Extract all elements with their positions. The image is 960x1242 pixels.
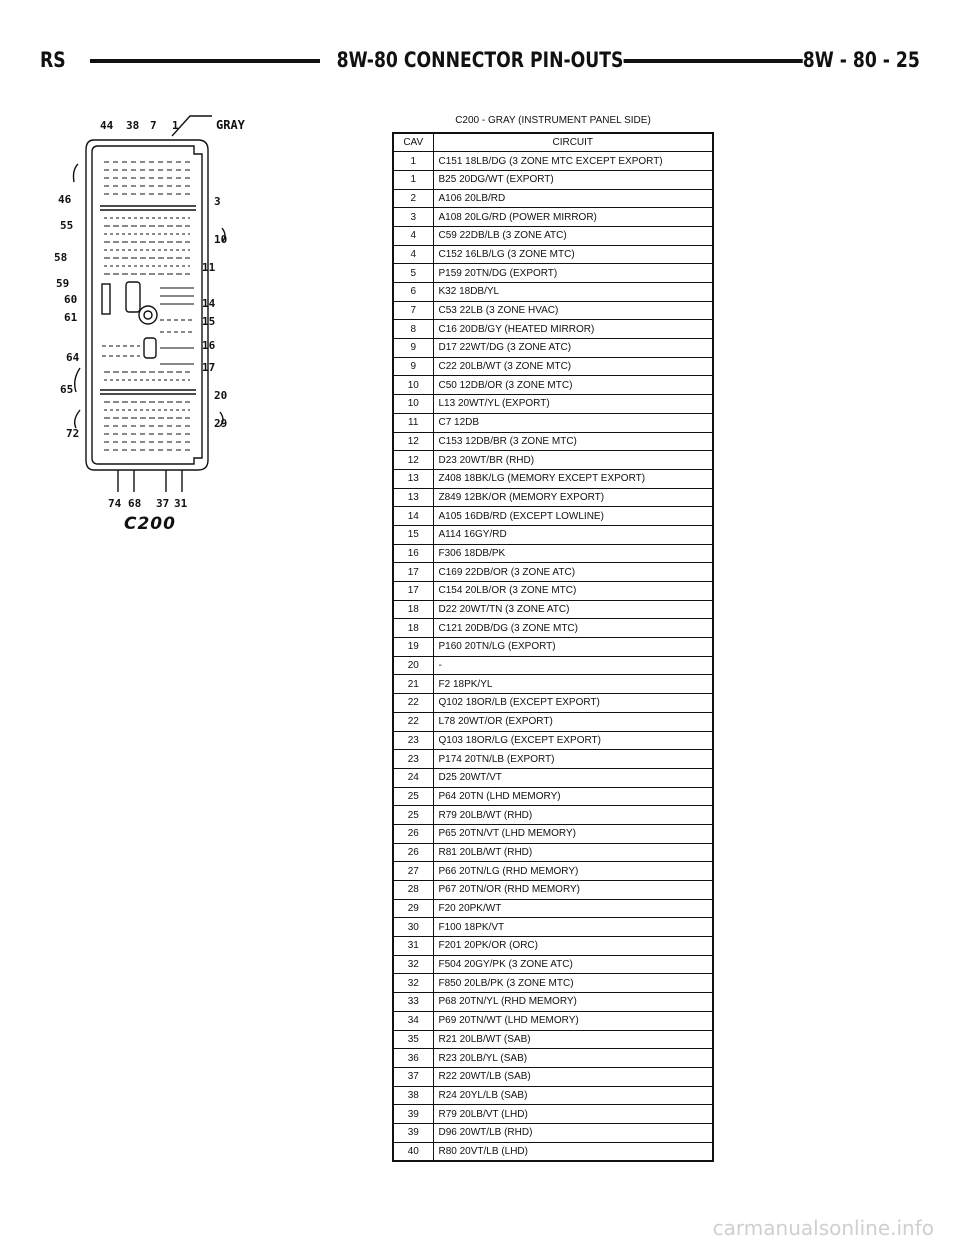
table-row [393, 712, 713, 731]
cav-cell: 18 [393, 619, 433, 638]
table-row [393, 1049, 713, 1068]
circuit-cell: R79 20LB/WT (RHD) [433, 806, 713, 825]
cav-cell: 4 [393, 245, 433, 264]
cav-cell: 23 [393, 750, 433, 769]
circuit-cell: A106 20LB/RD [433, 189, 713, 208]
pin-label-left: 65 [60, 383, 74, 396]
connector-face-drawing [50, 110, 260, 540]
circuit-cell: C22 20LB/WT (3 ZONE MTC) [433, 357, 713, 376]
circuit-cell: D96 20WT/LB (RHD) [433, 1123, 713, 1142]
pin-label-bottom: 68 [128, 497, 142, 510]
cav-cell: 12 [393, 451, 433, 470]
circuit-cell: P64 20TN (LHD MEMORY) [433, 787, 713, 806]
cav-cell: 4 [393, 226, 433, 245]
circuit-cell: R24 20YL/LB (SAB) [433, 1086, 713, 1105]
table-row [393, 339, 713, 358]
header-rule-left [90, 59, 320, 63]
cav-cell: 12 [393, 432, 433, 451]
table-row [393, 974, 713, 993]
table-row [393, 955, 713, 974]
table-row [393, 1142, 713, 1161]
cav-cell: 29 [393, 899, 433, 918]
cav-cell: 32 [393, 955, 433, 974]
circuit-cell: C121 20DB/DG (3 ZONE MTC) [433, 619, 713, 638]
pin-label-right: 14 [202, 297, 216, 310]
cav-cell: 7 [393, 301, 433, 320]
header-page-number: 8W - 80 - 25 [803, 44, 920, 76]
cav-cell: 17 [393, 582, 433, 601]
header-section-code: RS [40, 44, 66, 76]
table-row [393, 208, 713, 227]
cav-cell: 33 [393, 993, 433, 1012]
circuit-cell: F2 18PK/YL [433, 675, 713, 694]
pin-label-right: 10 [214, 233, 228, 246]
table-row [393, 170, 713, 189]
pin-label-left: 59 [56, 277, 70, 290]
table-row [393, 582, 713, 601]
connector-color-label: GRAY [216, 118, 245, 132]
table-row [393, 320, 713, 339]
table-row [393, 656, 713, 675]
pin-label-right: 3 [214, 195, 221, 208]
cav-cell: 13 [393, 469, 433, 488]
table-row [393, 283, 713, 302]
table-title: C200 - GRAY (INSTRUMENT PANEL SIDE) [455, 115, 651, 126]
cav-cell: 26 [393, 843, 433, 862]
column-header-cav: CAV [393, 133, 433, 152]
circuit-cell: F504 20GY/PK (3 ZONE ATC) [433, 955, 713, 974]
circuit-cell: P174 20TN/LB (EXPORT) [433, 750, 713, 769]
circuit-cell: P65 20TN/VT (LHD MEMORY) [433, 824, 713, 843]
cav-cell: 30 [393, 918, 433, 937]
pin-label-left: 64 [66, 351, 80, 364]
pin-label-right: 11 [202, 261, 216, 274]
circuit-cell: D17 22WT/DG (3 ZONE ATC) [433, 339, 713, 358]
circuit-cell: R81 20LB/WT (RHD) [433, 843, 713, 862]
circuit-cell: L78 20WT/OR (EXPORT) [433, 712, 713, 731]
circuit-cell: F100 18PK/VT [433, 918, 713, 937]
table-row [393, 544, 713, 563]
table-row [393, 806, 713, 825]
table-row [393, 899, 713, 918]
circuit-cell: - [433, 656, 713, 675]
cav-cell: 1 [393, 152, 433, 171]
cav-cell: 9 [393, 357, 433, 376]
pin-label-bottom: 37 [156, 497, 170, 510]
connector-diagram [50, 110, 260, 540]
connector-name: C200 [124, 514, 176, 534]
table-row [393, 1011, 713, 1030]
cav-cell: 35 [393, 1030, 433, 1049]
table-row [393, 226, 713, 245]
table-row [393, 301, 713, 320]
table-row [393, 862, 713, 881]
cav-cell: 21 [393, 675, 433, 694]
table-row [393, 638, 713, 657]
column-header-circuit: CIRCUIT [433, 133, 713, 152]
pin-label-left: 46 [58, 193, 72, 206]
cav-cell: 13 [393, 488, 433, 507]
circuit-cell: C169 22DB/OR (3 ZONE ATC) [433, 563, 713, 582]
cav-cell: 11 [393, 413, 433, 432]
pin-label-top: 38 [126, 119, 140, 132]
table-row [393, 413, 713, 432]
pin-label-bottom: 31 [174, 497, 188, 510]
cav-cell: 9 [393, 339, 433, 358]
cav-cell: 24 [393, 768, 433, 787]
pin-label-right: 17 [202, 361, 216, 374]
cav-cell: 31 [393, 937, 433, 956]
pinout-table [392, 132, 714, 1162]
pin-label-left: 58 [54, 251, 68, 264]
cav-cell: 32 [393, 974, 433, 993]
pin-label-right: 16 [202, 339, 216, 352]
table-row [393, 1030, 713, 1049]
table-row [393, 264, 713, 283]
circuit-cell: F20 20PK/WT [433, 899, 713, 918]
cav-cell: 39 [393, 1123, 433, 1142]
pin-label-bottom: 74 [108, 497, 122, 510]
circuit-cell: B25 20DG/WT (EXPORT) [433, 170, 713, 189]
cav-cell: 37 [393, 1067, 433, 1086]
circuit-cell: C153 12DB/BR (3 ZONE MTC) [433, 432, 713, 451]
table-row [393, 619, 713, 638]
circuit-cell: D23 20WT/BR (RHD) [433, 451, 713, 470]
table-row [393, 1105, 713, 1124]
circuit-cell: Q102 18OR/LB (EXCEPT EXPORT) [433, 694, 713, 713]
table-row [393, 787, 713, 806]
circuit-cell: F306 18DB/PK [433, 544, 713, 563]
cav-cell: 14 [393, 507, 433, 526]
cav-cell: 10 [393, 376, 433, 395]
cav-cell: 36 [393, 1049, 433, 1068]
circuit-cell: C152 16LB/LG (3 ZONE MTC) [433, 245, 713, 264]
circuit-cell: D25 20WT/VT [433, 768, 713, 787]
cav-cell: 22 [393, 712, 433, 731]
circuit-cell: R23 20LB/YL (SAB) [433, 1049, 713, 1068]
cav-cell: 17 [393, 563, 433, 582]
cav-cell: 6 [393, 283, 433, 302]
table-row [393, 507, 713, 526]
table-row [393, 563, 713, 582]
cav-cell: 1 [393, 170, 433, 189]
circuit-cell: C151 18LB/DG (3 ZONE MTC EXCEPT EXPORT) [433, 152, 713, 171]
cav-cell: 26 [393, 824, 433, 843]
table-row [393, 376, 713, 395]
circuit-cell: F850 20LB/PK (3 ZONE MTC) [433, 974, 713, 993]
pin-label-top: 7 [150, 119, 157, 132]
circuit-cell: L13 20WT/YL (EXPORT) [433, 395, 713, 414]
pin-label-left: 60 [64, 293, 78, 306]
cav-cell: 10 [393, 395, 433, 414]
circuit-cell: C50 12DB/OR (3 ZONE MTC) [433, 376, 713, 395]
circuit-cell: P69 20TN/WT (LHD MEMORY) [433, 1011, 713, 1030]
pin-label-right: 29 [214, 417, 228, 430]
pin-label-right: 20 [214, 389, 228, 402]
table-row [393, 488, 713, 507]
table-row [393, 937, 713, 956]
cav-cell: 34 [393, 1011, 433, 1030]
table-row [393, 993, 713, 1012]
circuit-cell: P68 20TN/YL (RHD MEMORY) [433, 993, 713, 1012]
table-row [393, 525, 713, 544]
circuit-cell: P159 20TN/DG (EXPORT) [433, 264, 713, 283]
cav-cell: 19 [393, 638, 433, 657]
circuit-cell: P160 20TN/LG (EXPORT) [433, 638, 713, 657]
cav-cell: 23 [393, 731, 433, 750]
table-header-row [393, 133, 713, 152]
circuit-cell: A108 20LG/RD (POWER MIRROR) [433, 208, 713, 227]
circuit-cell: K32 18DB/YL [433, 283, 713, 302]
circuit-cell: P66 20TN/LG (RHD MEMORY) [433, 862, 713, 881]
table-row [393, 1123, 713, 1142]
table-row [393, 750, 713, 769]
circuit-cell: C53 22LB (3 ZONE HVAC) [433, 301, 713, 320]
cav-cell: 40 [393, 1142, 433, 1161]
table-row [393, 824, 713, 843]
table-row [393, 1086, 713, 1105]
circuit-cell: A105 16DB/RD (EXCEPT LOWLINE) [433, 507, 713, 526]
table-row [393, 918, 713, 937]
circuit-cell: R79 20LB/VT (LHD) [433, 1105, 713, 1124]
circuit-cell: D22 20WT/TN (3 ZONE ATC) [433, 600, 713, 619]
cav-cell: 39 [393, 1105, 433, 1124]
table-row [393, 675, 713, 694]
circuit-cell: R21 20LB/WT (SAB) [433, 1030, 713, 1049]
circuit-cell: C7 12DB [433, 413, 713, 432]
table-row [393, 1067, 713, 1086]
cav-cell: 3 [393, 208, 433, 227]
table-row [393, 152, 713, 171]
table-row [393, 768, 713, 787]
cav-cell: 18 [393, 600, 433, 619]
cav-cell: 38 [393, 1086, 433, 1105]
pin-label-top: 44 [100, 119, 114, 132]
table-row [393, 451, 713, 470]
cav-cell: 15 [393, 525, 433, 544]
circuit-cell: R22 20WT/LB (SAB) [433, 1067, 713, 1086]
circuit-cell: P67 20TN/OR (RHD MEMORY) [433, 881, 713, 900]
table-row [393, 843, 713, 862]
pin-label-left: 55 [60, 219, 74, 232]
table-row [393, 395, 713, 414]
pin-label-left: 61 [64, 311, 78, 324]
cav-cell: 8 [393, 320, 433, 339]
table-row [393, 600, 713, 619]
header-title: 8W-80 CONNECTOR PIN-OUTS [337, 44, 624, 76]
circuit-cell: Q103 18OR/LG (EXCEPT EXPORT) [433, 731, 713, 750]
table-body [393, 152, 713, 1161]
cav-cell: 22 [393, 694, 433, 713]
circuit-cell: R80 20VT/LB (LHD) [433, 1142, 713, 1161]
table-row [393, 245, 713, 264]
circuit-cell: C59 22DB/LB (3 ZONE ATC) [433, 226, 713, 245]
cav-cell: 25 [393, 806, 433, 825]
circuit-cell: C154 20LB/OR (3 ZONE MTC) [433, 582, 713, 601]
cav-cell: 5 [393, 264, 433, 283]
table-row [393, 189, 713, 208]
circuit-cell: Z849 12BK/OR (MEMORY EXPORT) [433, 488, 713, 507]
table-row [393, 357, 713, 376]
cav-cell: 28 [393, 881, 433, 900]
cav-cell: 25 [393, 787, 433, 806]
table-row [393, 469, 713, 488]
cav-cell: 27 [393, 862, 433, 881]
circuit-cell: A114 16GY/RD [433, 525, 713, 544]
watermark-text: carmanualsonline.info [712, 1216, 934, 1240]
circuit-cell: Z408 18BK/LG (MEMORY EXCEPT EXPORT) [433, 469, 713, 488]
table-row [393, 694, 713, 713]
table-row [393, 881, 713, 900]
page-header [40, 44, 920, 76]
pin-label-right: 15 [202, 315, 216, 328]
pin-label-top: 1 [172, 119, 179, 132]
cav-cell: 16 [393, 544, 433, 563]
pin-label-left: 72 [66, 427, 80, 440]
table-row [393, 432, 713, 451]
circuit-cell: F201 20PK/OR (ORC) [433, 937, 713, 956]
cav-cell: 20 [393, 656, 433, 675]
table-row [393, 731, 713, 750]
circuit-cell: C16 20DB/GY (HEATED MIRROR) [433, 320, 713, 339]
cav-cell: 2 [393, 189, 433, 208]
